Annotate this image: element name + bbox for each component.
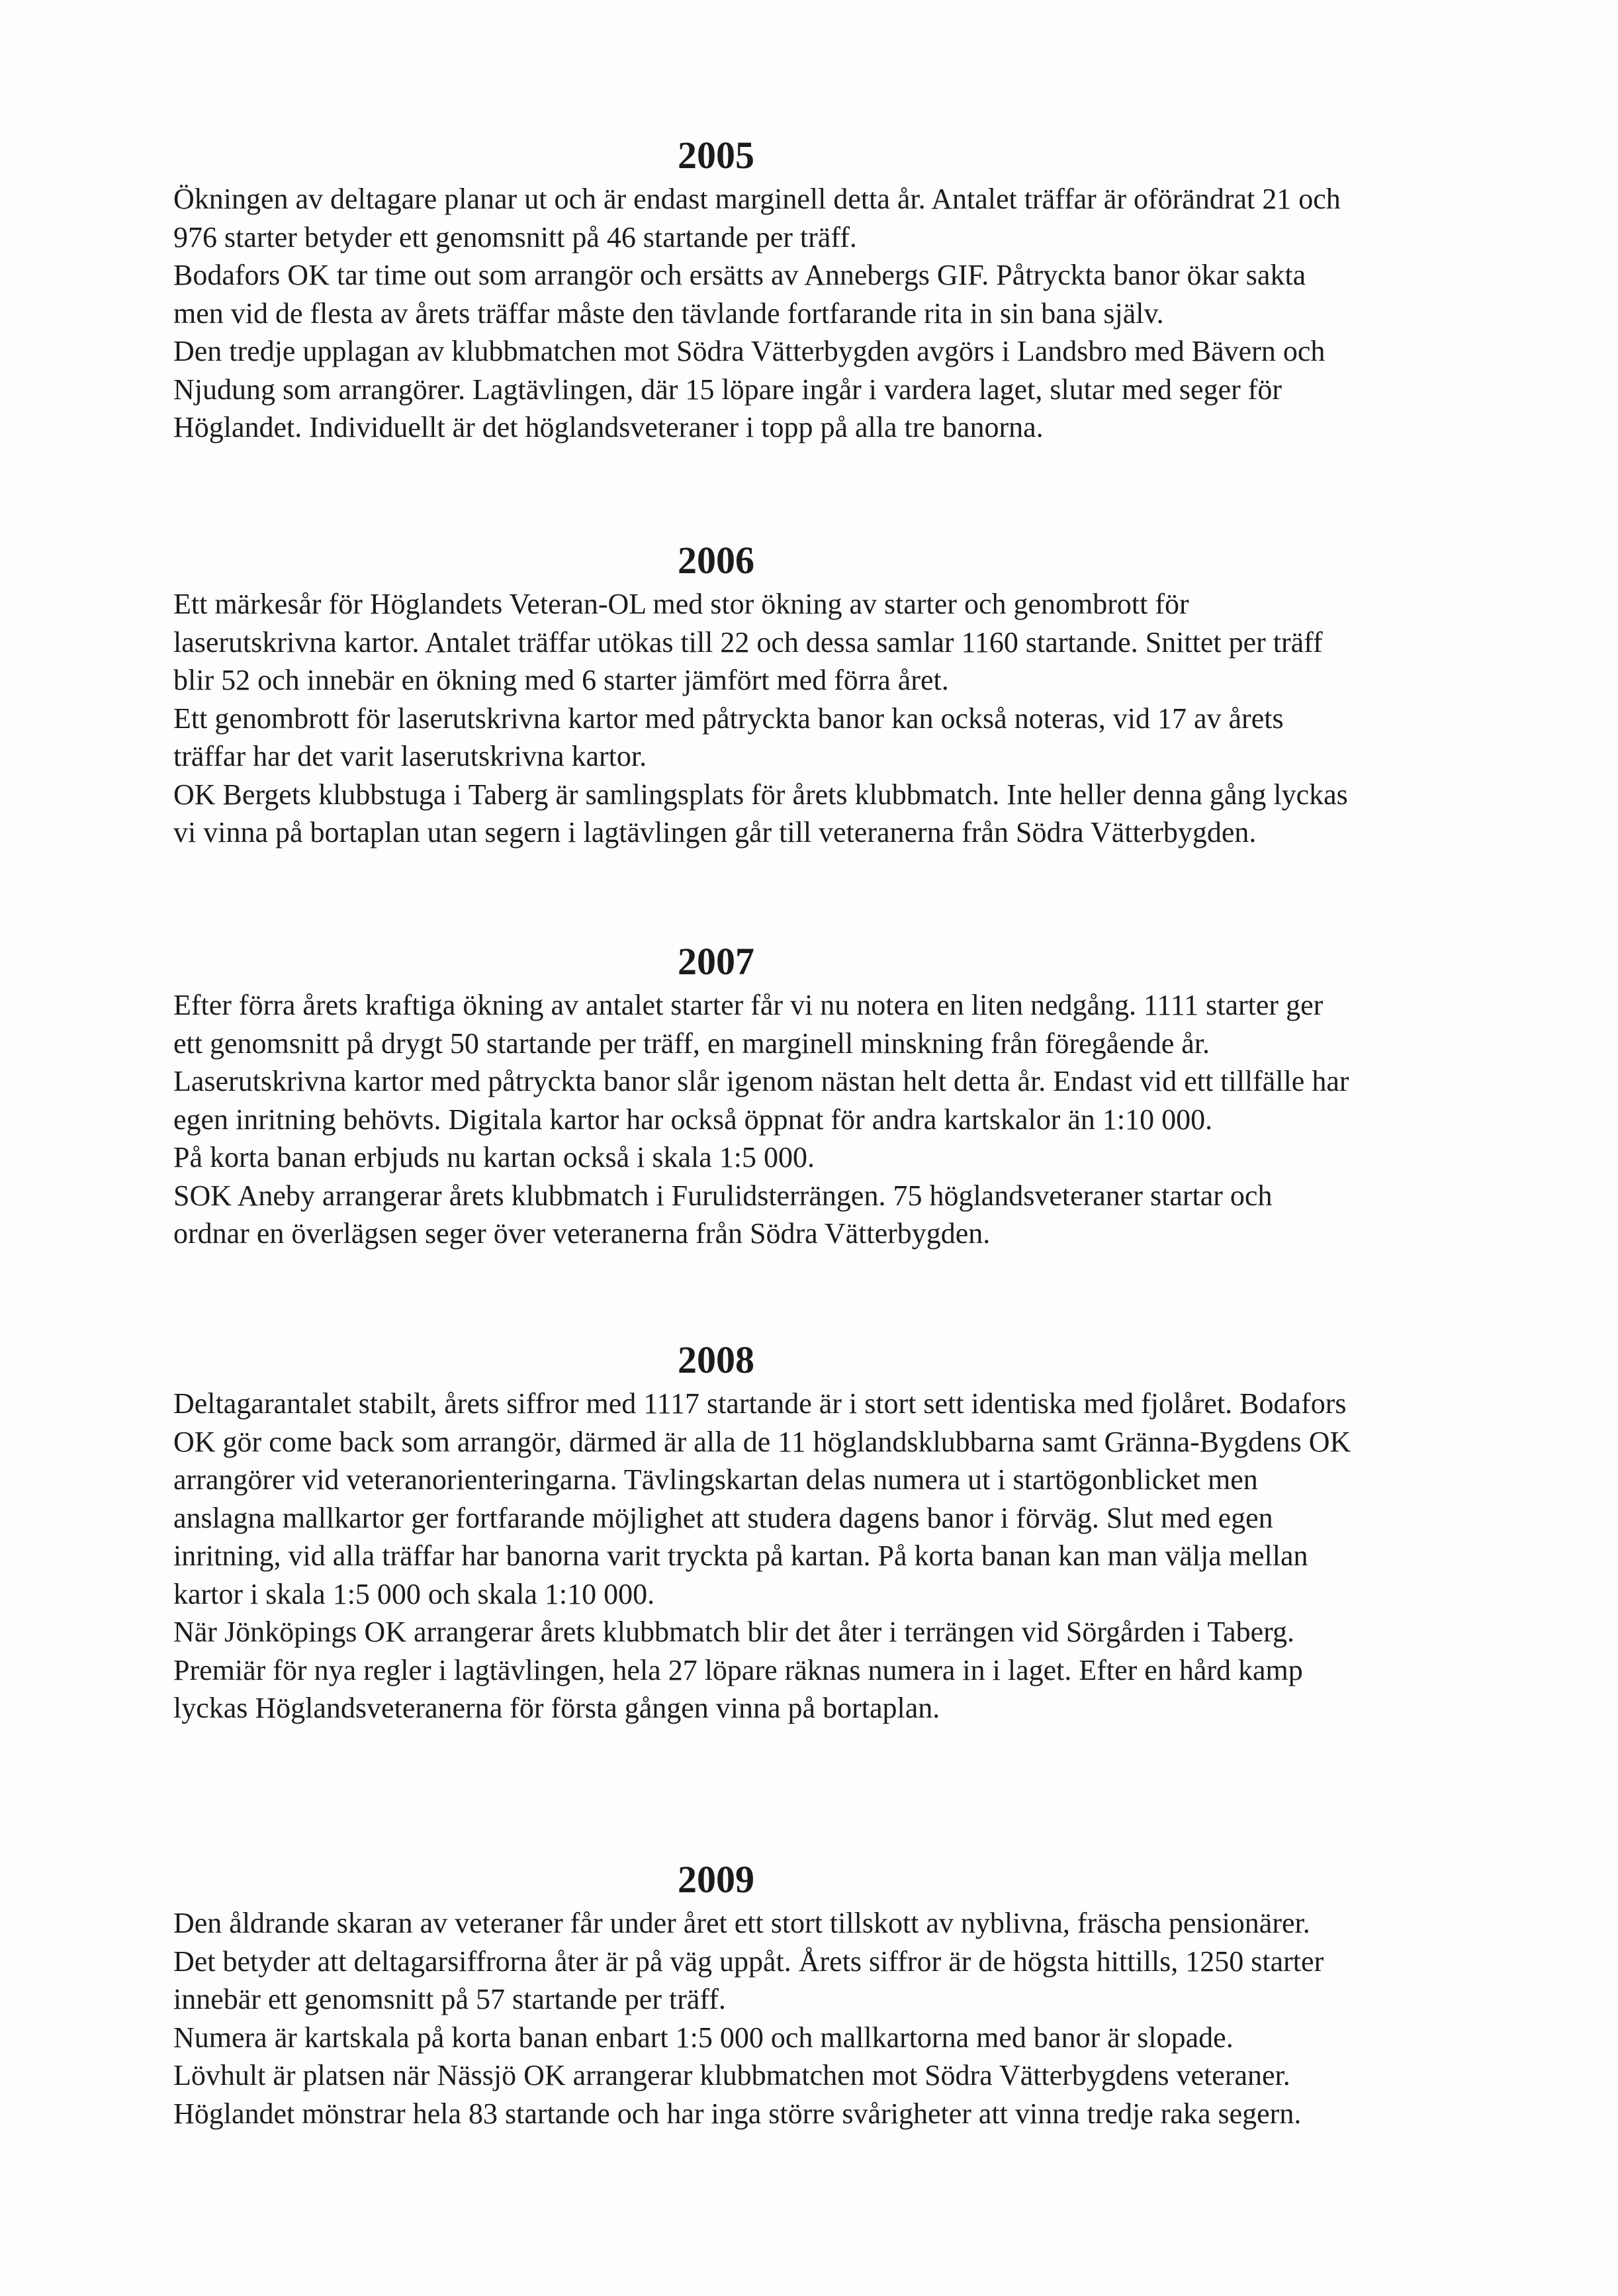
text-line: OK gör come back som arrangör, därmed är alla de 11 höglandsklubbarna samt Gränna-Bygdens OK [173, 1425, 1351, 1458]
year-heading: 2008 [678, 1338, 754, 1381]
section-2009 [173, 1857, 1517, 2133]
section-text [173, 1385, 1517, 1727]
section-text [173, 1904, 1517, 2133]
text-line: Efter förra årets kraftiga ökning av antalet starter får vi nu notera en liten nedgång. 1111 starter ger [173, 989, 1324, 1021]
text-line: När Jönköpings OK arrangerar årets klubbmatch blir det åter i terrängen vid Sörgården i Taberg. [173, 1616, 1295, 1648]
section-2005 [173, 132, 1517, 447]
section-2007 [173, 939, 1517, 1253]
section-2006 [173, 537, 1517, 852]
text-line: laserutskrivna kartor. Antalet träffar utökas till 22 och dessa samlar 1160 startande. Snittet per träff [173, 625, 1323, 659]
text-line: träffar har det varit laserutskrivna kartor. [173, 740, 647, 772]
text-line: vi vinna på bortaplan utan segern i lagtävlingen går till veteranerna från Södra Vätterbygden. [173, 816, 1257, 849]
text-line: Laserutskrivna kartor med påtryckta banor slår igenom nästan helt detta år. Endast vid ett tillfälle har [173, 1065, 1349, 1097]
text-line: Ett genombrott för laserutskrivna kartor med påtryckta banor kan också noteras, vid 17 av årets [173, 702, 1284, 735]
text-line: OK Bergets klubbstuga i Taberg är samlingsplats för årets klubbmatch. Inte heller denna gång lyckas [173, 778, 1348, 811]
text-line: Numera är kartskala på korta banan enbart 1:5 000 och mallkartorna med banor är slopade. [173, 2021, 1234, 2054]
text-line: 976 starter betyder ett genomsnitt på 46 startande per träff. [173, 220, 857, 253]
text-line: Ökningen av deltagare planar ut och är endast marginell detta år. Antalet träffar är oförändrat 21 och [173, 183, 1341, 215]
text-line: men vid de flesta av årets träffar måste den tävlande fortfarande rita in sin bana själv. [173, 297, 1164, 330]
text-line: inritning, vid alla träffar har banorna varit tryckta på kartan. På korta banan kan man välja mellan [173, 1539, 1308, 1572]
year-heading: 2006 [678, 539, 754, 582]
section-text [173, 180, 1517, 447]
year-heading: 2005 [678, 134, 754, 177]
text-line: ordnar en överlägsen seger över veteranerna från Södra Vätterbygden. [173, 1217, 991, 1250]
text-line: Höglandet mönstrar hela 83 startande och har inga större svårigheter att vinna tredje raka segern. [173, 2097, 1302, 2130]
text-line: innebär ett genomsnitt på 57 startande per träff. [173, 1983, 726, 2015]
text-line: arrangörer vid veteranorienteringarna. Tävlingskartan delas numera ut i startögonblicket men [173, 1463, 1258, 1496]
text-line: blir 52 och innebär en ökning med 6 starter jämfört med förra året. [173, 664, 949, 696]
year-heading: 2009 [678, 1858, 754, 1901]
text-line: Deltagarantalet stabilt, årets siffror med 1117 startande är i stort sett identiska med fjolåret. Bodafors [173, 1387, 1347, 1420]
text-line: SOK Aneby arrangerar årets klubbmatch i Furulidsterrängen. 75 höglandsveteraner startar och [173, 1179, 1273, 1212]
text-line: På korta banan erbjuds nu kartan också i skala 1:5 000. [173, 1141, 815, 1173]
text-line: Premiär för nya regler i lagtävlingen, hela 27 löpare räknas numera in i laget. Efter en hård kamp [173, 1653, 1303, 1686]
text-line: Bodafors OK tar time out som arrangör och ersätts av Annebergs GIF. Påtryckta banor ökar sakta [173, 259, 1306, 291]
text-line: Lövhult är platsen när Nässjö OK arrangerar klubbmatchen mot Södra Vätterbygdens veteraner. [173, 2059, 1290, 2091]
section-text [173, 986, 1517, 1253]
text-line: anslagna mallkartor ger fortfarande möjlighet att studera dagens banor i förväg. Slut med egen [173, 1501, 1273, 1534]
text-line: egen inritning behövts. Digitala kartor har också öppnat för andra kartskalor än 1:10 000. [173, 1103, 1213, 1136]
text-line: Den åldrande skaran av veteraner får under året ett stort tillskott av nyblivna, fräscha pensionärer. [173, 1907, 1310, 1939]
text-line: Höglandet. Individuellt är det höglandsveteraner i topp på alla tre banorna. [173, 411, 1044, 443]
text-line: ett genomsnitt på drygt 50 startande per träff, en marginell minskning från föregående år. [173, 1027, 1210, 1060]
text-line: Den tredje upplagan av klubbmatchen mot Södra Vätterbygden avgörs i Landsbro med Bävern och [173, 335, 1326, 367]
section-text [173, 585, 1517, 852]
year-heading: 2007 [678, 940, 754, 983]
text-line: lyckas Höglandsveteranerna för första gången vinna på bortaplan. [173, 1692, 940, 1724]
text-line: Ett märkesår för Höglandets Veteran-OL med stor ökning av starter och genombrott för [173, 588, 1189, 620]
section-2008 [173, 1337, 1517, 1727]
text-line: Njudung som arrangörer. Lagtävlingen, där 15 löpare ingår i vardera laget, slutar med seger för [173, 373, 1282, 406]
text-line: kartor i skala 1:5 000 och skala 1:10 000. [173, 1577, 655, 1610]
text-line: Det betyder att deltagarsiffrorna åter är på väg uppåt. Årets siffror är de högsta hittills, 1250 starter [173, 1945, 1324, 1978]
